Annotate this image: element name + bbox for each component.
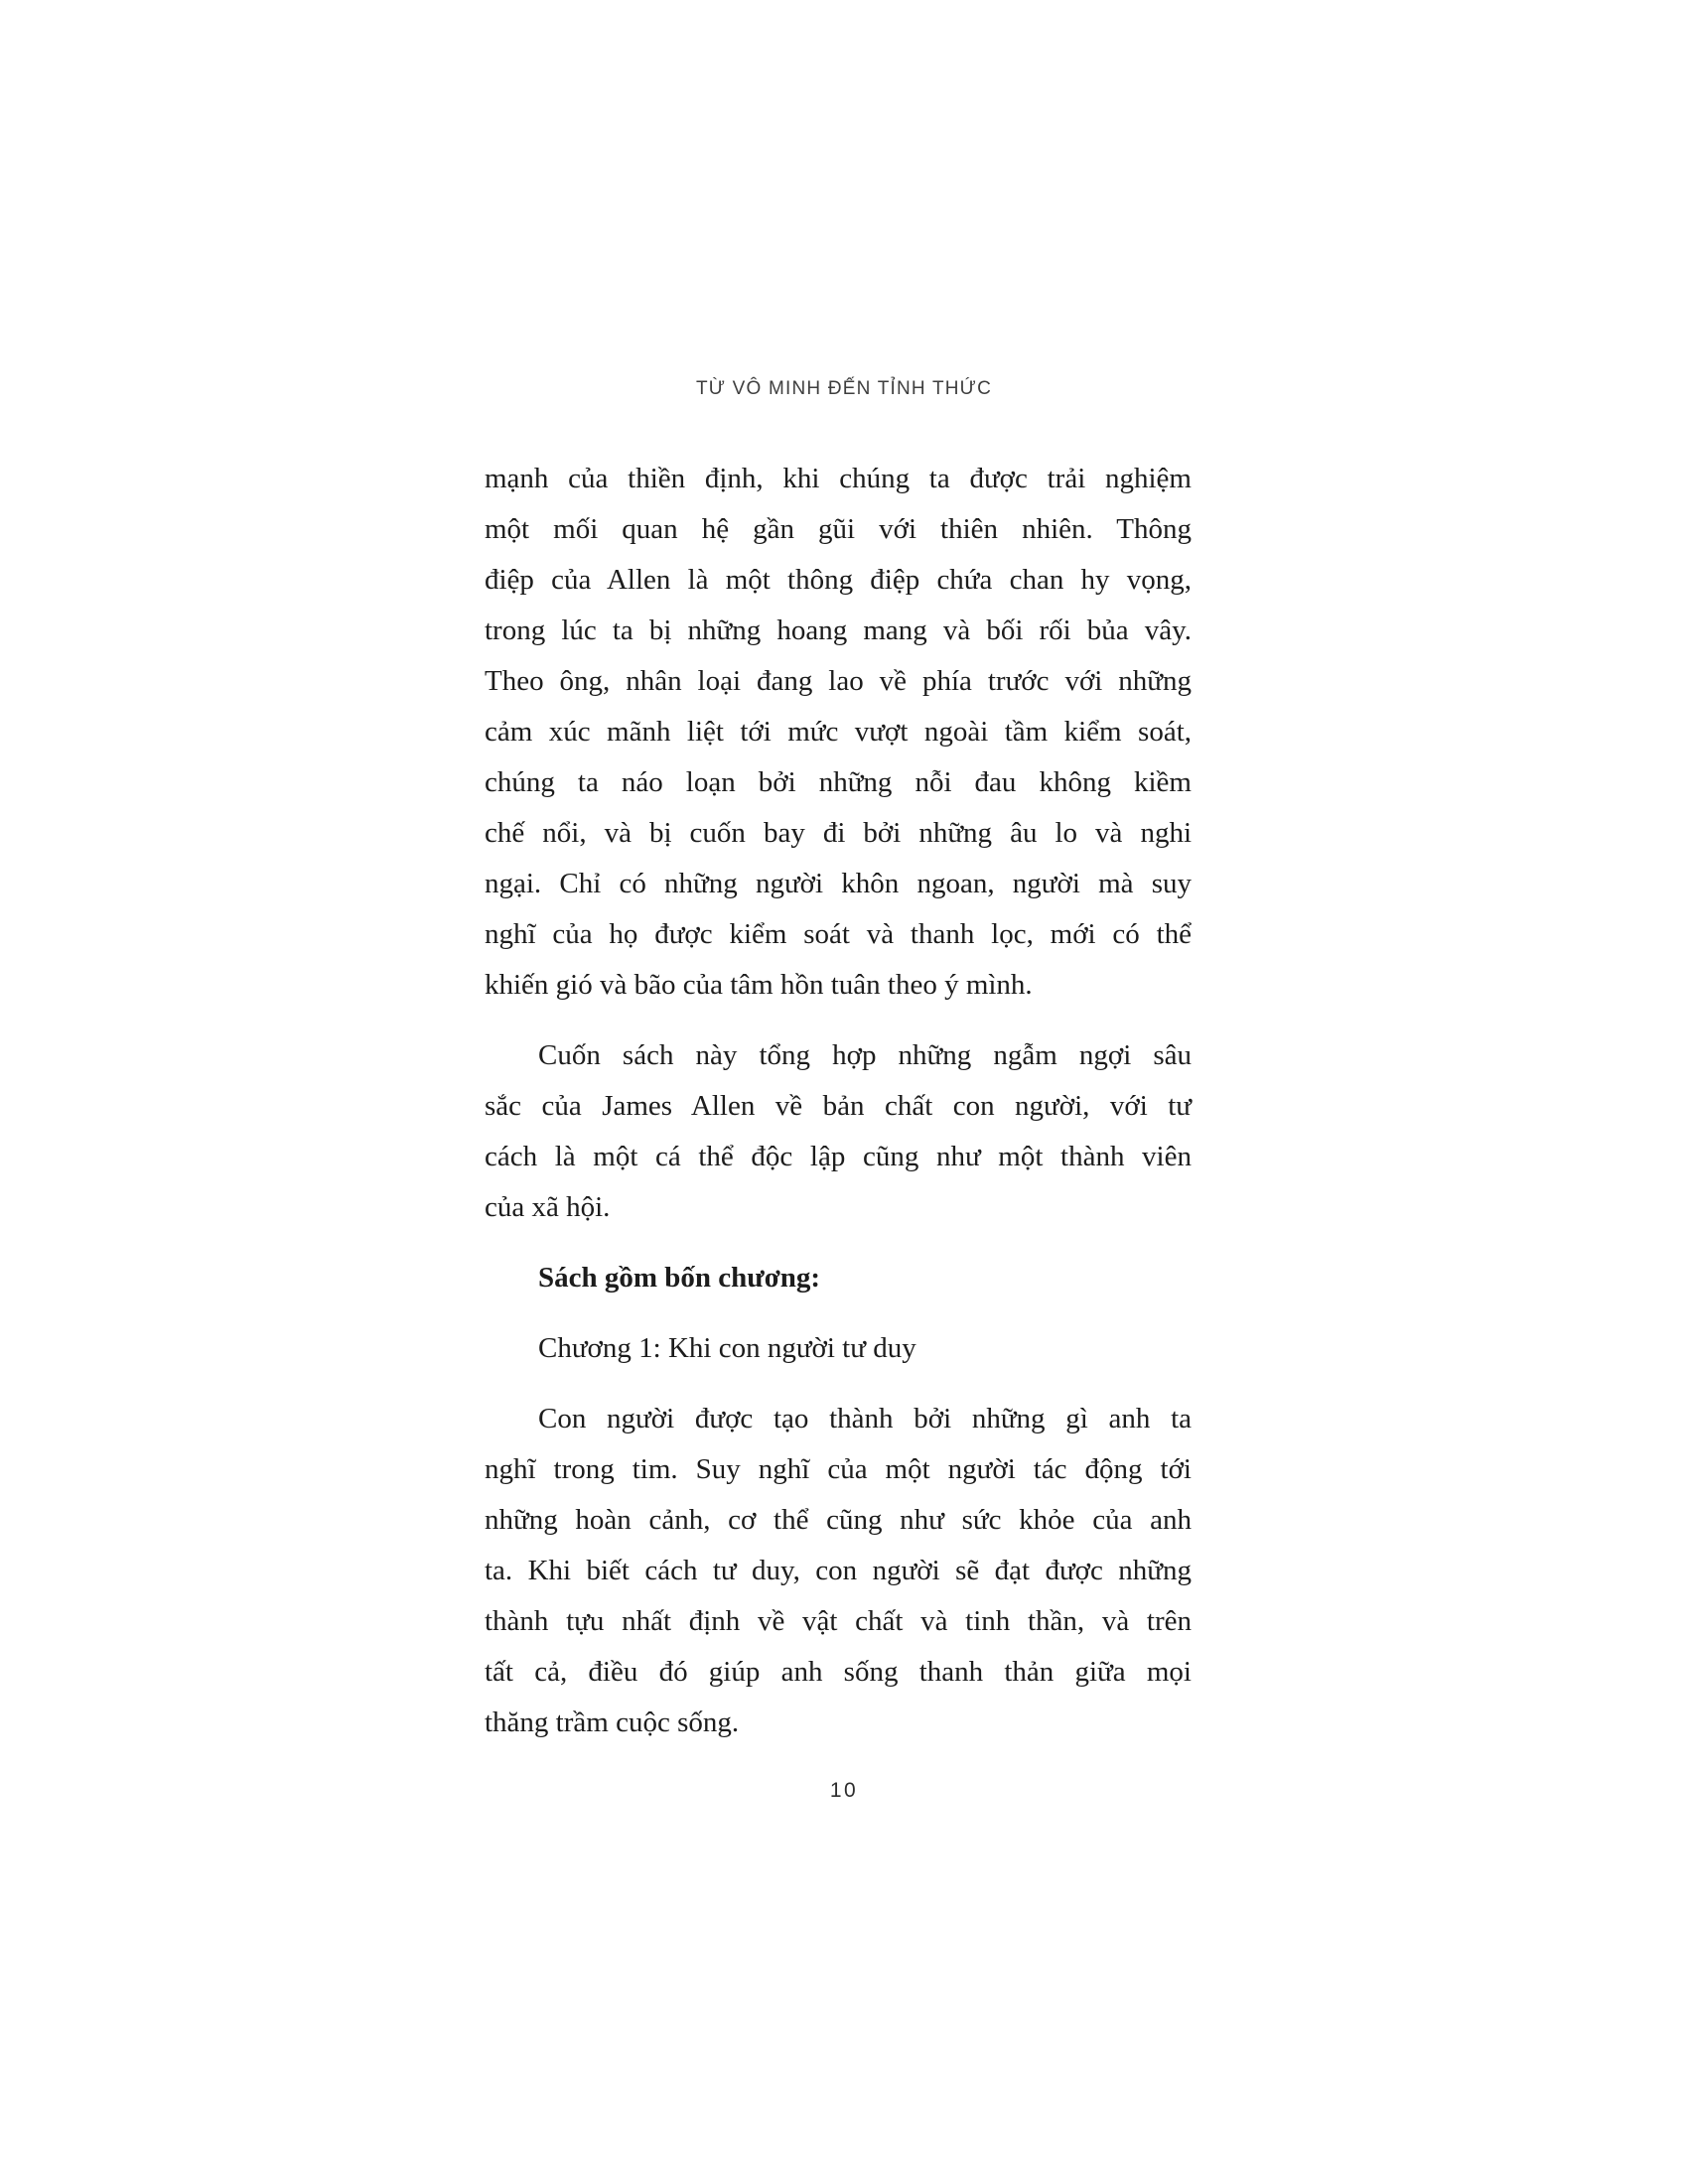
text-line: Sách gồm bốn chương: [538,1262,821,1294]
text-line: ngại. Chỉ có những người khôn ngoan, người mà suy [485,868,1192,899]
text-line: nghĩ trong tim. Suy nghĩ của một người tác động tới [485,1453,1192,1485]
text-line: Theo ông, nhân loại đang lao về phía trước với những [485,665,1192,697]
text-line: tất cả, điều đó giúp anh sống thanh thản giữa mọi [485,1656,1192,1688]
text-line: những hoàn cảnh, cơ thể cũng như sức khỏe của anh [485,1504,1192,1536]
text-line: của xã hội. [485,1191,611,1223]
text-line: nghĩ của họ được kiểm soát và thanh lọc, mới có thể [485,918,1192,950]
text-line: cách là một cá thể độc lập cũng như một thành viên [485,1141,1192,1172]
text-line: thăng trầm cuộc sống. [485,1706,740,1738]
text-line: Cuốn sách này tổng hợp những ngẫm ngợi sâu [538,1039,1192,1071]
text-line: một mối quan hệ gần gũi với thiên nhiên. Thông [485,513,1192,545]
text-line: chúng ta náo loạn bởi những nỗi đau không kiềm [485,766,1192,798]
text-line: Chương 1: Khi con người tư duy [538,1332,916,1364]
paragraph [485,454,1192,1011]
running-head: TỪ VÔ MINH ĐẾN TỈNH THỨC [695,378,993,399]
text-line: cảm xúc mãnh liệt tới mức vượt ngoài tầm kiểm soát, [485,716,1192,748]
text-line: chế nổi, và bị cuốn bay đi bởi những âu lo và nghi [485,817,1192,849]
paragraph [485,1394,1192,1748]
text-line: Con người được tạo thành bởi những gì anh ta [538,1403,1192,1434]
body-text [485,454,1192,1748]
paragraph [485,1323,1192,1374]
paragraph [485,1030,1192,1233]
text-line: điệp của Allen là một thông điệp chứa chan hy vọng, [485,564,1192,596]
text-line: sắc của James Allen về bản chất con người, với tư [485,1090,1192,1122]
page-number: 10 [829,1779,859,1802]
text-line: trong lúc ta bị những hoang mang và bối rối bủa vây. [485,614,1192,646]
text-line: khiến gió và bão của tâm hồn tuân theo ý mình. [485,969,1033,1001]
text-line: mạnh của thiền định, khi chúng ta được trải nghiệm [485,463,1192,494]
text-line: thành tựu nhất định về vật chất và tinh thần, và trên [485,1605,1192,1637]
text-line: ta. Khi biết cách tư duy, con người sẽ đạt được những [485,1555,1192,1586]
section-heading [485,1253,1192,1303]
